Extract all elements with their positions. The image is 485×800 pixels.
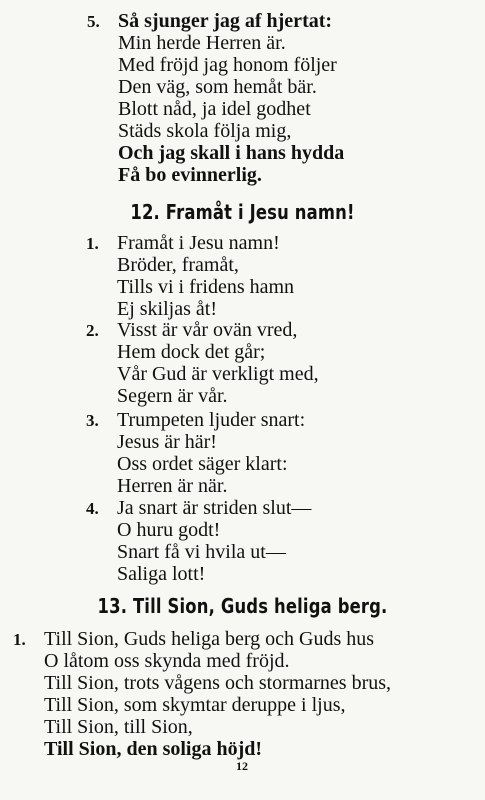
verse-line: Bröder, framåt, <box>117 254 239 276</box>
verse-line: Till Sion, den soliga höjd! <box>44 738 263 760</box>
verse-line: Och jag skall i hans hydda <box>118 142 345 164</box>
verse-5 <box>87 10 345 186</box>
verse-number: 1. <box>13 630 26 649</box>
verse-line: Till Sion, till Sion, <box>44 716 193 738</box>
verse-number: 5. <box>87 12 100 31</box>
verse-number: 4. <box>86 499 99 518</box>
verse-line: Ej skiljas åt! <box>117 298 217 320</box>
verse-line: Visst är vår ovän vred, <box>117 319 298 341</box>
hymn-13-title: 13. Till Sion, Guds heliga berg. <box>97 594 388 618</box>
hymn-12-title: 12. Framåt i Jesu namn! <box>130 200 355 224</box>
verse-number: 3. <box>86 411 99 430</box>
verse-line: Få bo evinnerlig. <box>118 164 262 186</box>
verse-line: Till Sion, Guds heliga berg och Guds hus <box>44 628 375 650</box>
verse-line: Med fröjd jag honom följer <box>118 54 337 76</box>
hymn-12-verse-4 <box>86 497 312 585</box>
verse-line: Till Sion, som skymtar deruppe i ljus, <box>44 694 346 716</box>
verse-line: Snart få vi hvila ut— <box>117 541 286 563</box>
verse-line: Hem dock det går; <box>117 341 266 363</box>
verse-line: Ja snart är striden slut— <box>117 497 312 519</box>
hymn-12-verse-2 <box>86 319 319 407</box>
verse-line: Min herde Herren är. <box>118 32 286 54</box>
verse-line: Oss ordet säger klart: <box>117 453 288 475</box>
hymn-12-verse-3 <box>86 409 306 497</box>
verse-line: Saliga lott! <box>117 563 206 585</box>
verse-line: Blott nåd, ja idel godhet <box>118 98 311 120</box>
verse-line: Vår Gud är verkligt med, <box>117 363 319 385</box>
verse-line: Jesus är här! <box>117 431 217 453</box>
verse-line: Framåt i Jesu namn! <box>117 232 280 254</box>
verse-line: Den väg, som hemåt bär. <box>118 76 317 98</box>
page-number: 12 <box>236 759 248 773</box>
verse-line: O låtom oss skynda med fröjd. <box>44 650 290 672</box>
verse-number: 1. <box>86 234 99 253</box>
verse-line: Segern är vår. <box>117 385 228 407</box>
verse-line: Tills vi i fridens hamn <box>117 276 295 298</box>
verse-line: Herren är när. <box>117 475 228 497</box>
verse-line: O huru godt! <box>117 519 221 541</box>
verse-line: Trumpeten ljuder snart: <box>117 409 306 431</box>
verse-line: Till Sion, trots vågens och stormarnes brus, <box>44 672 392 694</box>
verse-line: Så sjunger jag af hjertat: <box>118 10 333 32</box>
verse-number: 2. <box>86 321 99 340</box>
verse-line: Städs skola följa mig, <box>118 120 292 142</box>
hymn-12-verse-1 <box>86 232 295 320</box>
hymn-13-verse-1 <box>13 628 392 760</box>
